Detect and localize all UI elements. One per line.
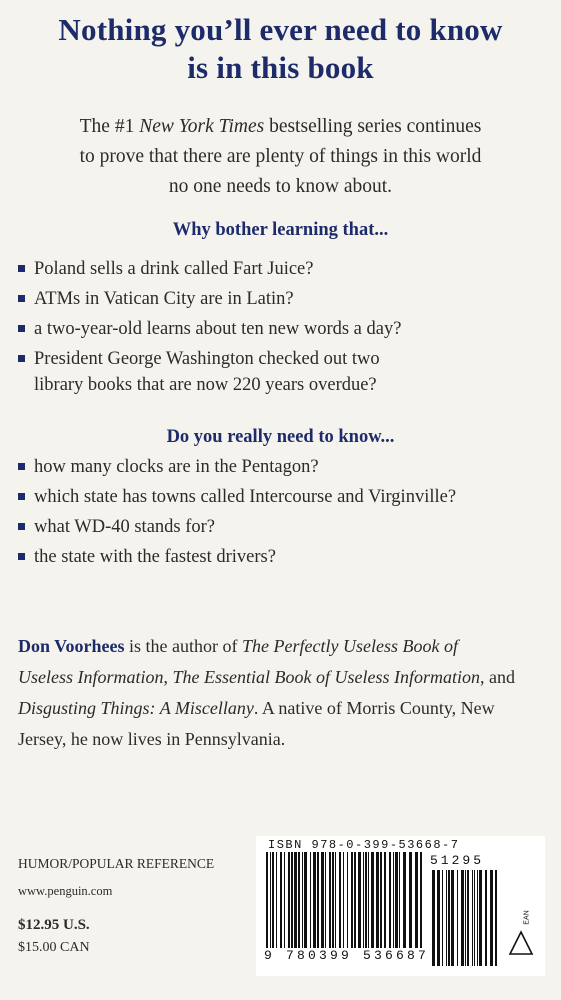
square-bullet-icon <box>18 523 25 530</box>
list-item-text: Poland sells a drink called Fart Juice? <box>34 259 314 279</box>
list-item-text: President George Washington checked out two <box>34 349 380 369</box>
list-item <box>18 512 456 542</box>
square-bullet-icon <box>18 265 25 272</box>
book-title: The Perfectly Useless Book of <box>242 636 458 656</box>
list-item-text: a two-year-old learns about ten new words a day? <box>34 319 402 339</box>
headline-line-1: Nothing you’ll ever need to know <box>58 12 503 47</box>
category-label: HUMOR/POPULAR REFERENCE <box>18 856 215 871</box>
ean-barcode <box>264 852 424 948</box>
price-addon-barcode <box>430 870 498 966</box>
square-bullet-icon <box>18 553 25 560</box>
bio-text: . A native of Morris County, New <box>253 698 495 718</box>
list-item-text: which state has towns called Intercourse and Virginville? <box>34 487 457 507</box>
list-item-text-continued: library books that are now 220 years overdue? <box>34 375 377 395</box>
list-item-text: how many clocks are in the Pentagon? <box>34 457 319 477</box>
triangle-icon <box>508 930 534 956</box>
list-item-text: what WD-40 stands for? <box>34 517 216 537</box>
price-can: $15.00 CAN <box>18 940 90 955</box>
author-bio <box>18 631 543 755</box>
list-item <box>18 482 456 512</box>
list-item-text: ATMs in Vatican City are in Latin? <box>34 289 294 309</box>
ean-digits: 9 780399 536687 <box>264 948 430 963</box>
list-item <box>18 344 401 402</box>
bio-text: , and <box>479 667 515 687</box>
square-bullet-icon <box>18 295 25 302</box>
bio-line-3 <box>18 693 543 724</box>
list-item-text: the state with the fastest drivers? <box>34 547 276 567</box>
intro-suffix: bestselling series continues <box>264 116 482 137</box>
price-code: 51295 <box>430 853 485 868</box>
why-list <box>18 254 401 402</box>
list-item <box>18 314 401 344</box>
list-item <box>18 542 456 572</box>
author-name: Don Voorhees <box>18 636 125 656</box>
know-list <box>18 452 456 572</box>
list-item <box>18 452 456 482</box>
bio-line-1 <box>18 631 543 662</box>
book-title: The Essential Book of Useless Information <box>172 667 480 687</box>
publisher-website: www.penguin.com <box>18 884 113 898</box>
square-bullet-icon <box>18 463 25 470</box>
ean-label: EAN <box>523 910 531 925</box>
square-bullet-icon <box>18 355 25 362</box>
bio-text: , <box>163 667 173 687</box>
book-title: Disgusting Things: A Miscellany <box>18 698 254 718</box>
section-heading-know: Do you really need to know... <box>166 427 395 447</box>
intro-nyt: New York Times <box>139 116 265 137</box>
intro-paragraph <box>40 112 521 202</box>
list-item <box>18 254 401 284</box>
intro-line-1 <box>40 112 521 142</box>
bio-line-4: Jersey, he now lives in Pennsylvania. <box>18 729 286 749</box>
price-us: $12.95 U.S. <box>18 917 90 933</box>
intro-prefix: The #1 <box>79 116 140 137</box>
headline-line-2: is in this book <box>187 50 374 85</box>
square-bullet-icon <box>18 493 25 500</box>
book-title: Useless Information <box>18 667 164 687</box>
section-heading-why: Why bother learning that... <box>172 220 389 240</box>
bio-text: is the author of <box>124 636 242 656</box>
isbn-number: ISBN 978-0-399-53668-7 <box>268 838 460 852</box>
bio-line-2 <box>18 662 543 693</box>
list-item <box>18 284 401 314</box>
intro-line-2: to prove that there are plenty of things in this world <box>79 146 482 167</box>
intro-line-3: no one needs to know about. <box>168 176 393 197</box>
square-bullet-icon <box>18 325 25 332</box>
